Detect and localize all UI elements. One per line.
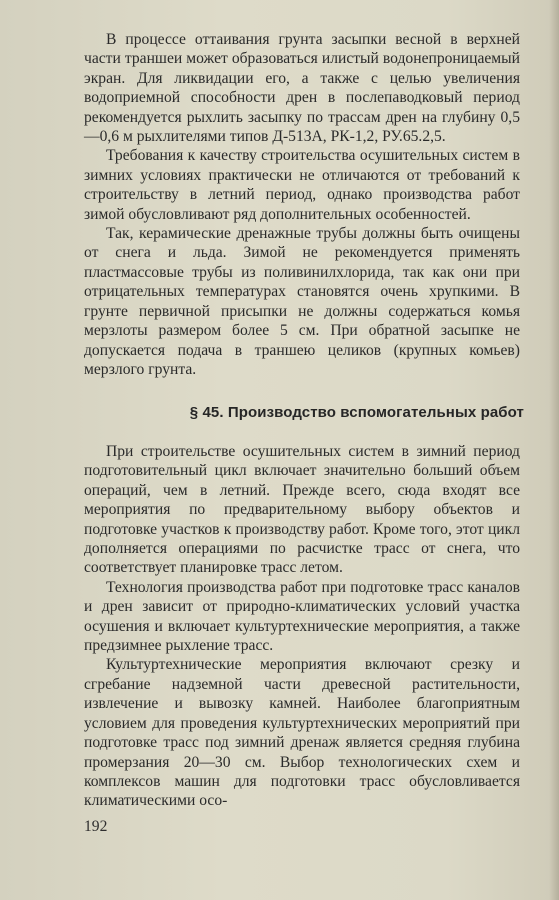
paragraph: При строительстве осушительных систем в зимний период подготовительный цикл включает значительно больший объем операций, чем в летний. Прежде всего, сюда входят все мероприятия по предварительному выбору объектов и подготовке участков к производству работ. Кроме того, этот цикл дополняется операциями по расчистке трасс от снега, что соответствует планировке трасс летом. (84, 443, 520, 577)
section-heading: § 45. Производство вспомогательных работ (189, 404, 524, 421)
paragraph: В процессе оттаивания грунта засыпки весной в верхней части траншеи может образоваться илистый водонепроницаемый экран. Для ликвидации его, а также с целью увеличения водоприемной способности дрен в послепаводковый период рекомендуется рыхлить засыпку по трассам дрен на глубину 0,5—0,6 м рыхлителями типов Д-513А, РК-1,2, РУ.65.2,5. (84, 31, 520, 146)
page-number: 192 (84, 818, 108, 835)
paragraph: Технология производства работ при подготовке трасс каналов и дрен зависит от природно-климатических условий участка осушения и включает культуртехнические мероприятия, а также предзимнее рыхление трасс. (84, 578, 520, 655)
paragraph: Культуртехнические мероприятия включают срезку и сгребание надземной части древесной растительности, извлечение и вывозку камней. Наиболее благоприятным условием для проведения культуртехнических мероприятий при подготовке трасс под зимний дренаж является средняя глубина промерзания 20—30 см. Выбор технологических схем и комплексов машин для подготовки трасс обусловливается климатическими осо- (84, 656, 520, 810)
text-block-bottom (84, 442, 520, 811)
page-edge-shadow (549, 0, 559, 900)
paragraph: Требования к качеству строительства осушительных систем в зимних условиях практически не отличаются от требований к строительству в летний период, однако производства работ зимой обусловливают ряд дополнительных особенностей. (84, 147, 520, 223)
text-block-top (84, 30, 520, 379)
paragraph: Так, керамические дренажные трубы должны быть очищены от снега и льда. Зимой не рекомендуется применять пластмассовые трубы из поливинилхлорида, так как они при отрицательных температурах становятся очень хрупкими. В грунте первичной присыпки не должны содержаться комья мерзлоты размером более 5 см. При обратной засыпке не допускается подача в траншею целиков (крупных комьев) мерзлого грунта. (84, 225, 520, 378)
